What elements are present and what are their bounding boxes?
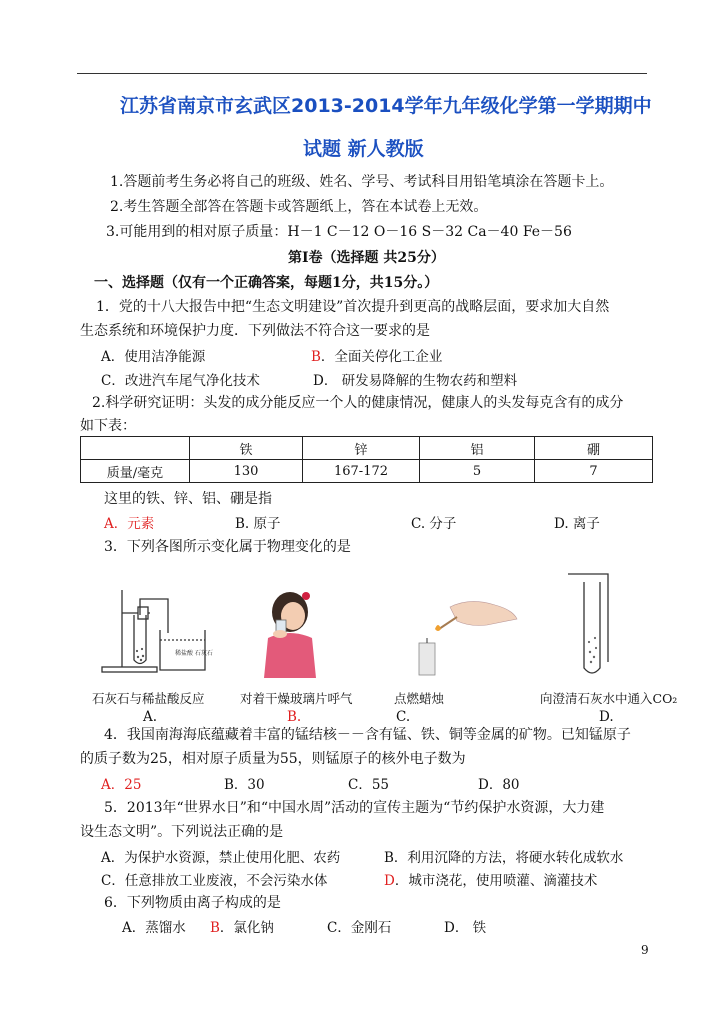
table-cell: 7: [535, 460, 653, 483]
q5-line1: 5．2013年“世界水日”和“中国水周”活动的宣传主题为“节约保护水资源，大力建: [104, 800, 605, 816]
q2-option-c: C. 分子: [411, 516, 457, 532]
q3-caption-d: 向澄清石灰水中通入CO₂: [540, 691, 678, 706]
q2-after: 这里的铁、锌、铝、硼是指: [104, 491, 272, 507]
table-header: 锌: [303, 437, 420, 460]
table-cell: 167-172: [303, 460, 420, 483]
q1-line1: 1．党的十八大报告中把“生态文明建设”首次提升到更高的战略层面，要求加大自然: [96, 299, 610, 315]
q2-line1: 2.科学研究证明：头发的成分能反应一个人的健康情况，健康人的头发每克含有的成分: [92, 395, 624, 411]
q2-line2: 如下表：: [80, 418, 136, 434]
q1-option-a: A．使用洁净能源: [101, 349, 206, 365]
q4-option-a: A．25: [101, 777, 142, 793]
q6-option-c: C．金刚石: [327, 920, 392, 936]
lab-apparatus-figure: [100, 585, 230, 680]
q5-option-c: C．任意排放工业废液，不会污染水体: [101, 873, 328, 889]
table-header: 铝: [420, 437, 535, 460]
q4-line2: 的质子数为25，相对原子质量为55，则锰原子的核外电子数为: [80, 751, 466, 767]
q6-option-d: D． 铁: [444, 920, 487, 936]
q3-caption-b: 对着干燥玻璃片呼气: [240, 691, 353, 706]
table-row-label: 质量/毫克: [81, 460, 190, 483]
candle-lighting-figure: [395, 595, 525, 680]
q3-caption-a: 石灰石与稀盐酸反应: [92, 691, 205, 706]
q6-option-a: A．蒸馏水: [122, 920, 186, 936]
q1-option-d: D． 研发易降解的生物农药和塑料: [313, 373, 518, 389]
q5-line2: 设生态文明”。下列说法正确的是: [80, 824, 284, 840]
instruction-2: 2.考生答题全部答在答题卡或答题纸上，答在本试卷上无效。: [110, 199, 488, 215]
header-rule: [77, 73, 647, 74]
q5-option-d: D．城市浇花，使用喷灌、滴灌技术: [384, 873, 598, 889]
q4-option-d: D．80: [478, 777, 520, 793]
table-corner: [81, 437, 190, 460]
q4-line1: 4．我国南海海底蕴藏着丰富的锰结核－－含有锰、铁、铜等金属的矿物。已知锰原子: [104, 727, 631, 743]
q3-letter-b: B.: [287, 709, 302, 725]
doc-title-line2: 试题 新人教版: [303, 138, 424, 160]
q4-option-b: B．30: [224, 777, 265, 793]
q3-caption-c: 点燃蜡烛: [394, 691, 445, 706]
q3-line1: 3．下列各图所示变化属于物理变化的是: [104, 539, 351, 555]
q1-option-c: C．改进汽车尾气净化技术: [101, 373, 260, 389]
instruction-3: 3.可能用到的相对原子质量：H－1 C－12 O－16 S－32 Ca－40 Fe－56: [106, 224, 572, 240]
q5-answer-letter: D: [384, 873, 395, 889]
table-header: 硼: [535, 437, 653, 460]
q1-line2: 生态系统和环境保护力度．下列做法不符合这一要求的是: [80, 323, 430, 339]
q4-option-c: C．55: [348, 777, 390, 793]
instruction-1: 1.答题前考生务必将自己的班级、姓名、学号、考试科目用铅笔填涂在答题卡上。: [110, 174, 614, 190]
q3-letter-c: C.: [396, 709, 411, 725]
doc-title-line1: 江苏省南京市玄武区2013-2014学年九年级化学第一学期期中: [120, 95, 652, 117]
girl-breathing-figure: [250, 590, 330, 680]
q5-option-a: A．为保护水资源，禁止使用化肥、农药: [101, 850, 341, 866]
section-title: 第Ⅰ卷（选择题 共25分）: [288, 250, 445, 266]
hair-composition-table: [80, 436, 653, 483]
page-number: 9: [641, 943, 649, 957]
apparatus-label: 稀盐酸 石灰石: [175, 650, 213, 657]
table-cell: 5: [420, 460, 535, 483]
q5-option-b: B．利用沉降的方法，将硬水转化成软水: [384, 850, 624, 866]
table-row: [81, 460, 653, 483]
co2-test-tube-figure: [560, 572, 620, 682]
q3-letter-d: D.: [599, 709, 614, 725]
q1-answer-letter: B: [311, 349, 321, 365]
q6-option-b: B．氯化钠: [210, 920, 274, 936]
q6-line1: 6．下列物质由离子构成的是: [104, 895, 281, 911]
part-title: 一、选择题（仅有一个正确答案，每题1分，共15分。）: [94, 275, 439, 291]
table-header: 铁: [190, 437, 303, 460]
table-header-row: [81, 437, 653, 460]
q6-answer-letter: B: [210, 920, 220, 936]
q3-letter-a: A.: [143, 709, 158, 725]
q2-option-a: A．元素: [104, 516, 155, 532]
q1-option-b: B．全面关停化工企业: [311, 349, 443, 365]
q2-option-b: B. 原子: [235, 516, 281, 532]
table-cell: 130: [190, 460, 303, 483]
q2-option-d: D. 离子: [554, 516, 600, 532]
